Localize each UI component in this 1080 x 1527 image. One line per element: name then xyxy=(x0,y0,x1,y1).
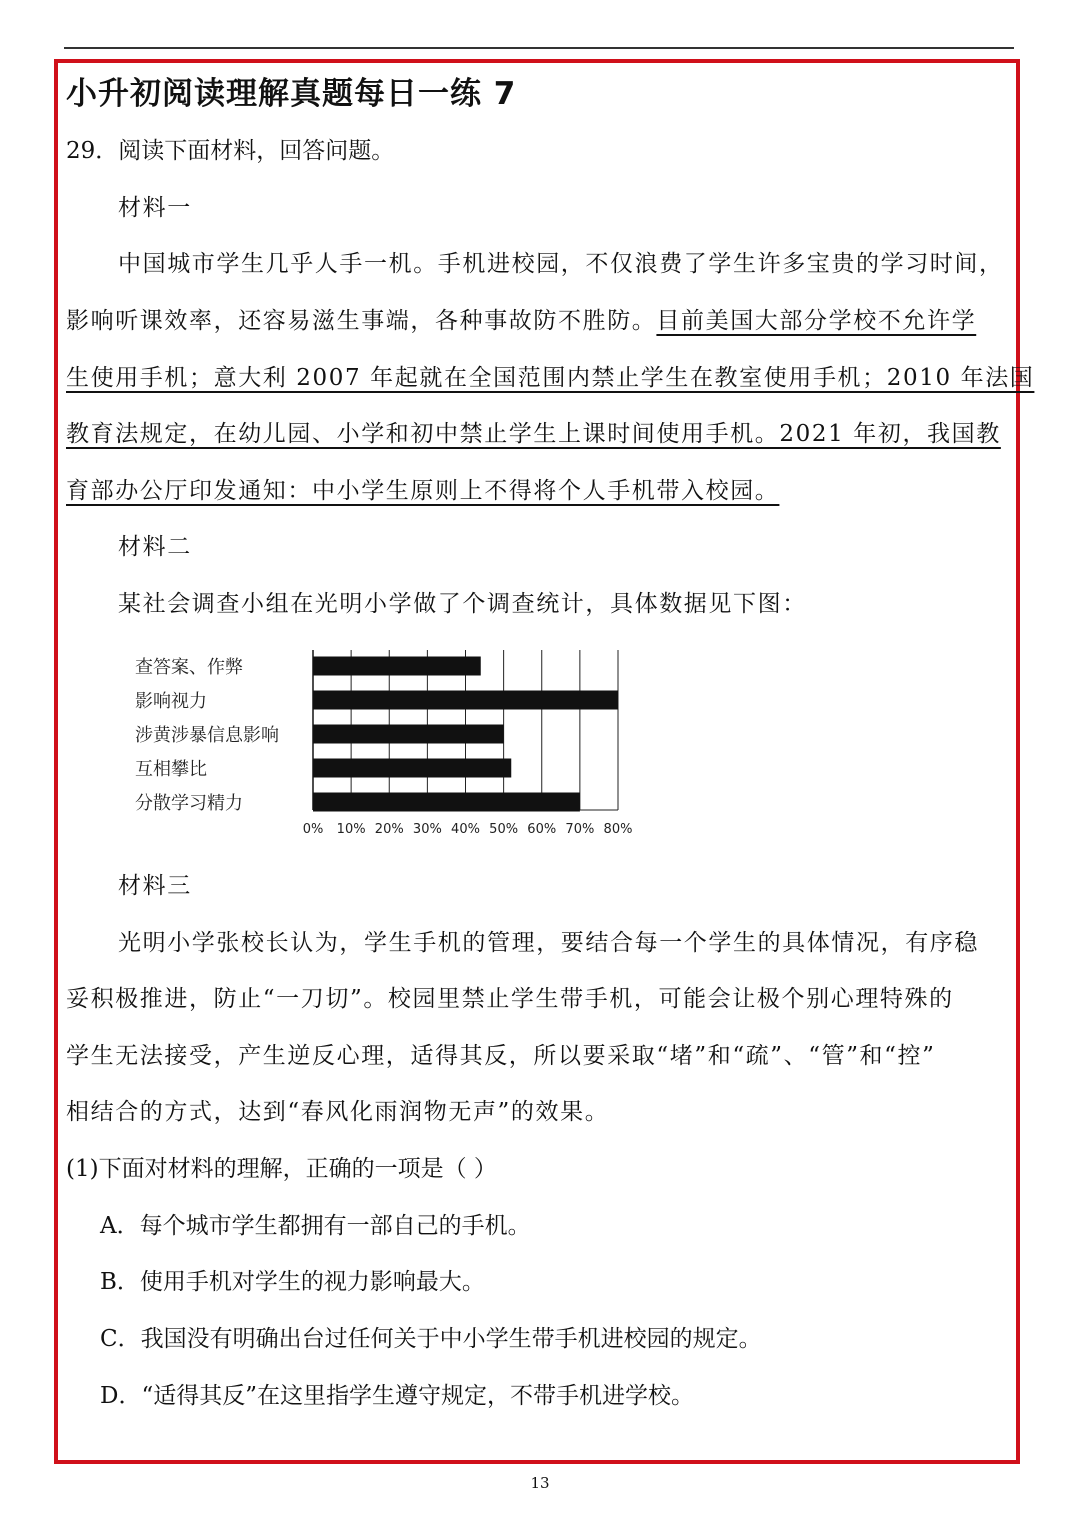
chart-tick-label: 60% xyxy=(527,822,557,837)
material1-underlined-line: 教育法规定，在幼儿园、小学和初中禁止学生上课时间使用手机。2021 年初，我国教 xyxy=(66,421,1001,447)
chart-bar xyxy=(313,725,504,744)
material2-intro: 某社会调查小组在光明小学做了个调查统计，具体数据见下图： xyxy=(118,591,807,617)
question-prompt: 29．阅读下面材料，回答问题。 xyxy=(66,138,395,164)
chart-category-label: 影响视力 xyxy=(135,691,207,712)
chart-tick-label: 30% xyxy=(412,822,442,837)
chart-tick-label: 0% xyxy=(302,822,324,837)
material1-text: 影响听课效率，还容易滋生事端，各种事故防不胜防。 xyxy=(66,308,657,334)
chart-category-label: 互相攀比 xyxy=(135,759,207,780)
chart-bar xyxy=(313,691,618,710)
material3-heading: 材料三 xyxy=(118,873,192,899)
option-c: C．我国没有明确出台过任何关于中小学生带手机进校园的规定。 xyxy=(100,1326,762,1352)
material3-line: 光明小学张校长认为，学生手机的管理，要结合每一个学生的具体情况，有序稳 xyxy=(118,930,979,956)
material1-underlined-line: 育部办公厅印发通知：中小学生原则上不得将个人手机带入校园。 xyxy=(66,478,780,504)
chart-category-label: 查答案、作弊 xyxy=(135,657,243,678)
chart-bar xyxy=(313,657,481,676)
page-title: 小升初阅读理解真题每日一练 7 xyxy=(66,76,517,112)
survey-bar-chart xyxy=(130,640,650,850)
chart-tick-label: 40% xyxy=(451,822,480,837)
material1-underlined-text: 目前美国大部分学校不允许学 xyxy=(656,308,977,334)
chart-category-label: 涉黄涉暴信息影响 xyxy=(135,725,279,746)
top-rule xyxy=(64,47,1014,49)
material3-line: 学生无法接受，产生逆反心理，适得其反，所以要采取“堵”和“疏”、“管”和“控” xyxy=(66,1043,936,1069)
material1-heading: 材料一 xyxy=(118,195,192,221)
material1-line: 中国城市学生几乎人手一机。手机进校园，不仅浪费了学生许多宝贵的学习时间， xyxy=(118,251,1004,277)
chart-tick-label: 70% xyxy=(565,822,595,837)
option-b: B．使用手机对学生的视力影响最大。 xyxy=(100,1269,485,1295)
chart-tick-label: 50% xyxy=(489,822,519,837)
material3-line: 相结合的方式，达到“春风化雨润物无声”的效果。 xyxy=(66,1099,610,1125)
option-a: A．每个城市学生都拥有一部自己的手机。 xyxy=(100,1213,531,1239)
chart-bar xyxy=(313,793,580,812)
chart-tick-label: 10% xyxy=(336,822,366,837)
chart-tick-label: 80% xyxy=(603,822,633,837)
material3-line: 妥积极推进，防止“一刀切”。校园里禁止学生带手机，可能会让极个别心理特殊的 xyxy=(66,986,954,1012)
material2-heading: 材料二 xyxy=(118,534,192,560)
page-number: 13 xyxy=(530,1474,550,1492)
option-d: D．“适得其反”在这里指学生遵守规定，不带手机进学校。 xyxy=(100,1383,694,1409)
material1-underlined-line: 生使用手机；意大利 2007 年起就在全国范围内禁止学生在教室使用手机；2010 年法国 xyxy=(66,365,1035,391)
chart-tick-label: 20% xyxy=(374,822,404,837)
chart-category-label: 分散学习精力 xyxy=(135,793,243,814)
subquestion-stem: (1)下面对材料的理解，正确的一项是（ ） xyxy=(66,1156,497,1182)
material1-line xyxy=(66,305,976,337)
chart-bar xyxy=(313,759,511,778)
